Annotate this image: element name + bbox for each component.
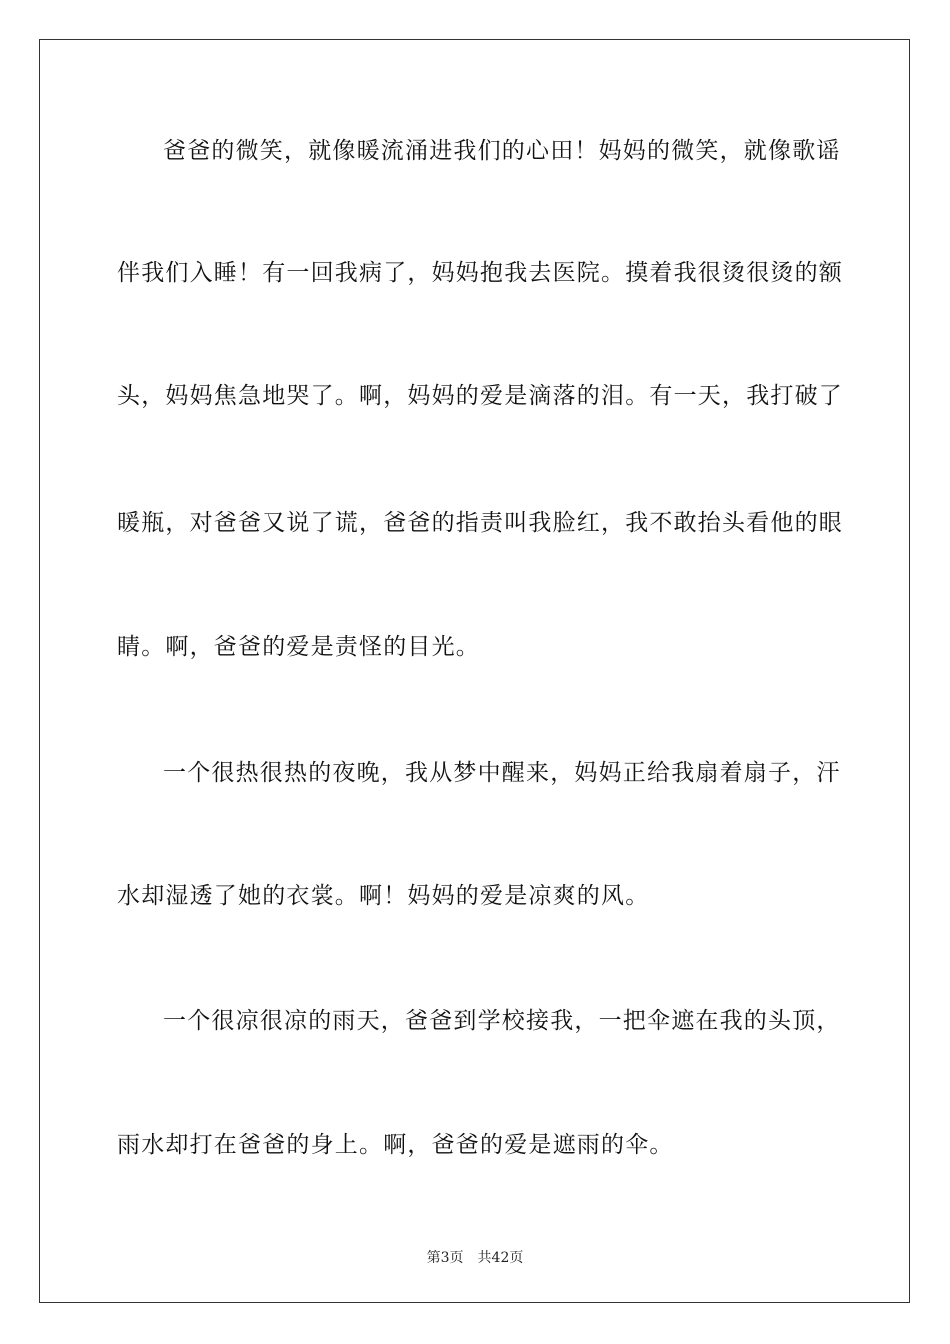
page-number: 第3页 — [426, 1250, 464, 1266]
page-border — [39, 39, 910, 1303]
text-line: 伴我们入睡！有一回我病了，妈妈抱我去医院。摸着我很烫很烫的额 — [117, 260, 843, 286]
text-line: 爸爸的微笑，就像暖流涌进我们的心田！妈妈的微笑，就像歌谣 — [163, 138, 841, 164]
page-footer — [0, 1247, 950, 1267]
page-total: 共42页 — [477, 1250, 524, 1266]
text-line: 水却湿透了她的衣裳。啊！妈妈的爱是凉爽的风。 — [117, 883, 650, 909]
text-line: 一个很热很热的夜晚，我从梦中醒来，妈妈正给我扇着扇子，汗 — [163, 760, 841, 786]
text-line: 睛。啊，爸爸的爱是责怪的目光。 — [117, 634, 480, 660]
text-line: 头，妈妈焦急地哭了。啊，妈妈的爱是滴落的泪。有一天，我打破了 — [117, 383, 843, 409]
text-line: 一个很凉很凉的雨天，爸爸到学校接我，一把伞遮在我的头顶， — [163, 1008, 841, 1034]
text-line: 雨水却打在爸爸的身上。啊，爸爸的爱是遮雨的伞。 — [117, 1132, 674, 1158]
text-line: 暖瓶，对爸爸又说了谎，爸爸的指责叫我脸红，我不敢抬头看他的眼 — [117, 510, 843, 536]
